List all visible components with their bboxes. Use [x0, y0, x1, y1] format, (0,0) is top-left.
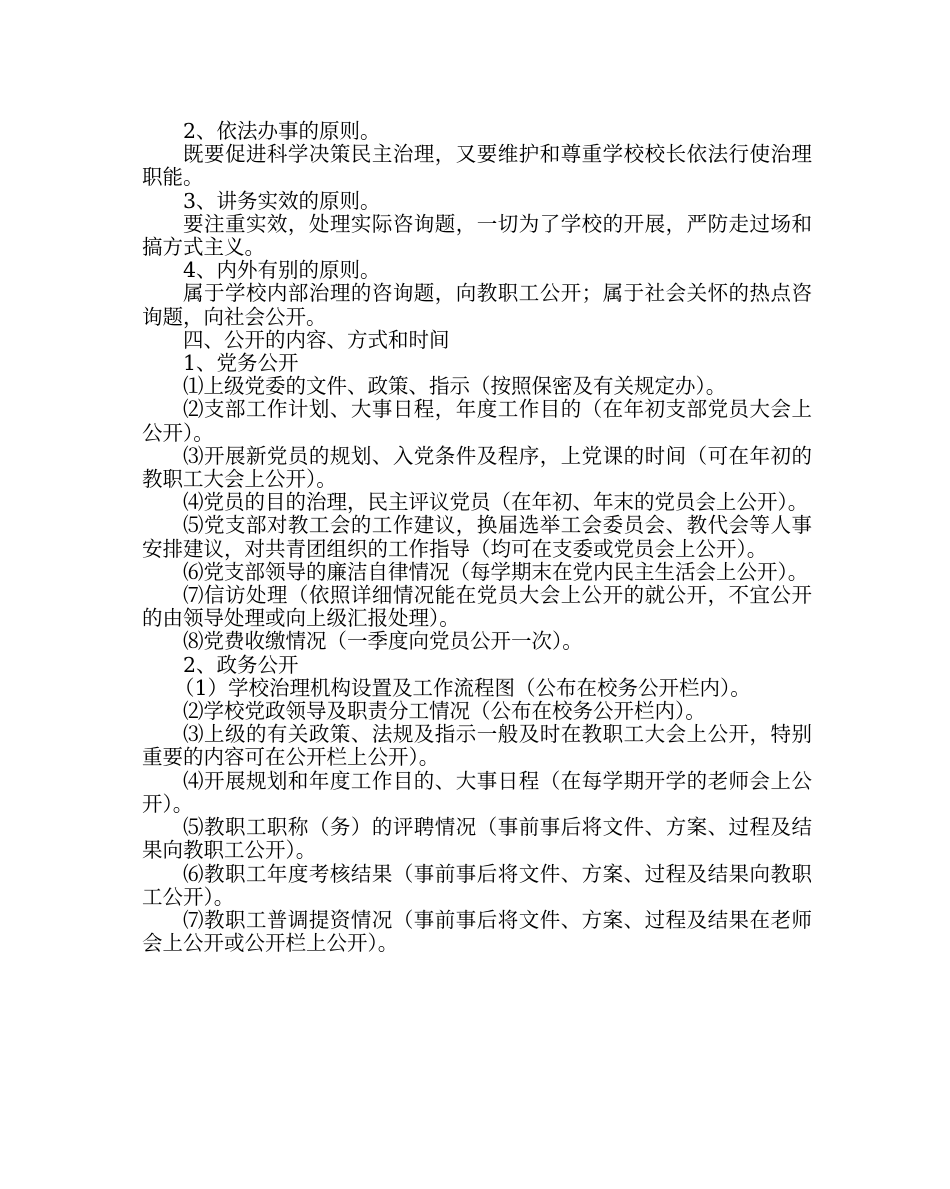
party-item-6: ⑹党支部领导的廉洁自律情况（每学期末在党内民主生活会上公开）。 — [183, 559, 809, 584]
paragraph-principle-4-text: 属于学校内部治理的咨询题，向教职工公开；属于社会关怀的热点咨询题，向社会公开。 — [142, 281, 812, 329]
party-item-7: ⑺信访处理（依照详细情况能在党员大会上公开的就公开，不宜公开的由领导处理或向上级汇报处理）。 — [142, 583, 812, 631]
gov-item-6: ⑹教职工年度考核结果（事前事后将文件、方案、过程及结果向教职工公开）。 — [142, 861, 812, 909]
gov-item-1: （1）学校治理机构设置及工作流程图（公布在校务公开栏内）。 — [174, 675, 751, 700]
document-body — [142, 120, 812, 955]
gov-item-5: ⑸教职工职称（务）的评聘情况（事前事后将文件、方案、过程及结果向教职工公开）。 — [142, 815, 812, 863]
paragraph-principle-3-title: 3、讲务实效的原则。 — [183, 188, 381, 213]
party-item-1: ⑴上级党委的文件、政策、指示（按照保密及有关规定办）。 — [183, 374, 727, 399]
gov-item-3: ⑶上级的有关政策、法规及指示一般及时在教职工大会上公开，特别重要的内容可在公开栏上公开）。 — [142, 722, 812, 770]
party-item-4: ⑷党员的目的治理，民主评议党员（在年初、年末的党员会上公开）。 — [183, 490, 809, 515]
paragraph-principle-2-text: 既要促进科学决策民主治理，又要维护和尊重学校校长依法行使治理职能。 — [142, 142, 812, 190]
subsection-heading-government-affairs: 2、政务公开 — [183, 652, 299, 677]
gov-item-7: ⑺教职工普调提资情况（事前事后将文件、方案、过程及结果在老师会上公开或公开栏上公开）。 — [142, 907, 812, 956]
party-item-2: ⑵支部工作计划、大事日程，年度工作目的（在年初支部党员大会上公开）。 — [142, 397, 812, 445]
paragraph-principle-2-title: 2、依法办事的原则。 — [183, 119, 381, 143]
party-item-8: ⑻党费收缴情况（一季度向党员公开一次）。 — [183, 629, 583, 654]
gov-item-2: ⑵学校党政领导及职责分工情况（公布在校务公开栏内）。 — [183, 699, 706, 724]
subsection-heading-party-affairs: 1、党务公开 — [183, 351, 299, 376]
section-heading-4: 四、公开的内容、方式和时间 — [183, 327, 450, 352]
paragraph-principle-4-title: 4、内外有别的原则。 — [183, 258, 381, 283]
party-item-3: ⑶开展新党员的规划、入党条件及程序，上党课的时间（可在年初的教职工大会上公开）。 — [142, 443, 812, 492]
party-item-5: ⑸党支部对教工会的工作建议，换届选举工会委员会、教代会等人事安排建议，对共青团组织的工作指导（均可在支委或党员会上公开）。 — [142, 513, 812, 561]
gov-item-4: ⑷开展规划和年度工作目的、大事日程（在每学期开学的老师会上公开）。 — [142, 768, 812, 816]
paragraph-principle-3-text: 要注重实效，处理实际咨询题，一切为了学校的开展，严防走过场和搞方式主义。 — [142, 211, 812, 260]
